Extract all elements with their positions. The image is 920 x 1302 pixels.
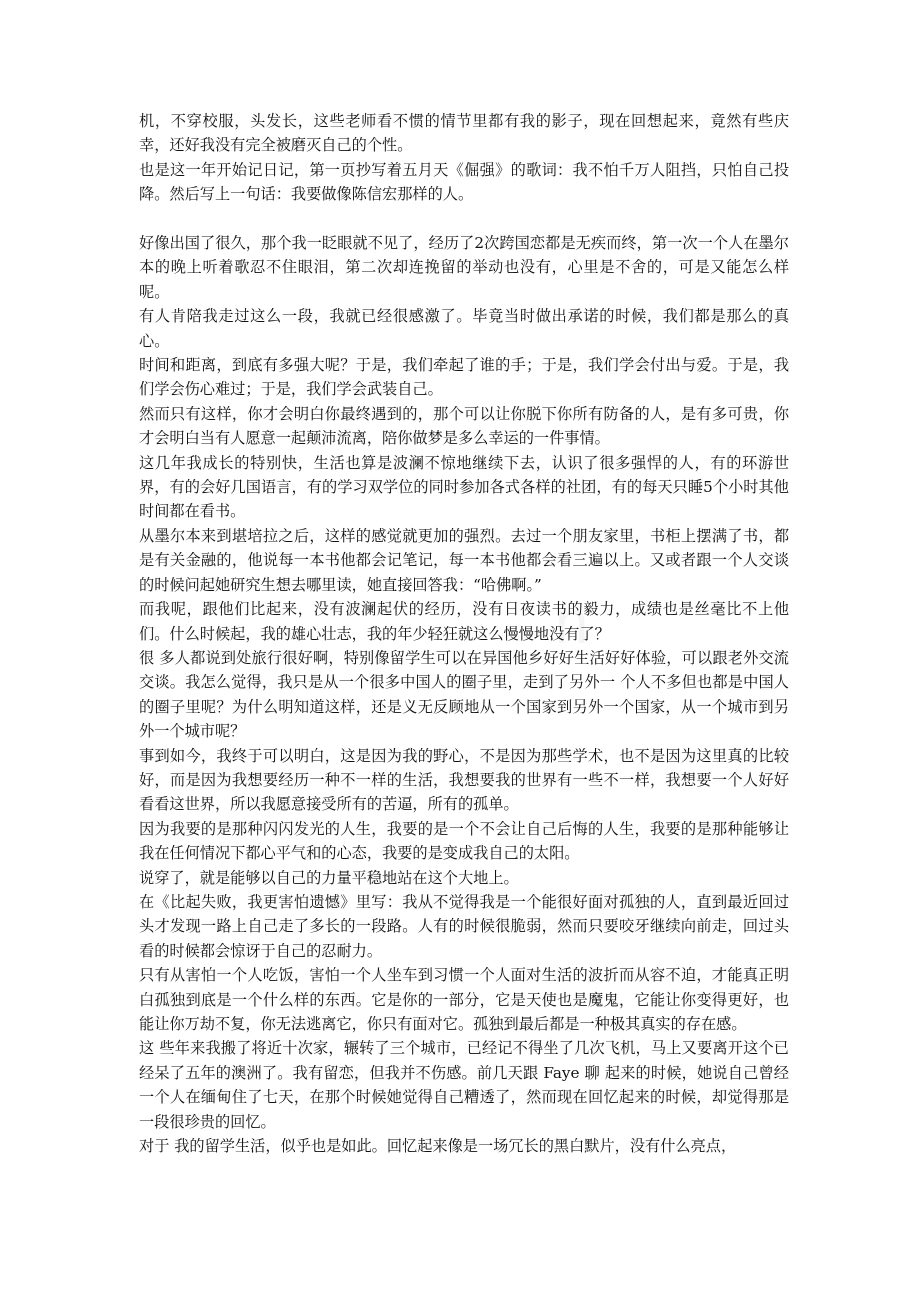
paragraph: 这 些年来我搬了将近十次家，辗转了三个城市，已经记不得坐了几次飞机，马上又要离开这个已经呆了五年的澳洲了。我有留恋，但我并不伤感。前几天跟 Faye 聊 起来的时候，她说自己曾经一个人在缅甸住了七天，在那个时候她觉得自己糟透了，然而现在回忆起来的时候，却觉得那是一段很珍贵的回忆。 xyxy=(139,1039,789,1131)
paragraph: 事到如今，我终于可以明白，这是因为我的野心，不是因为那些学术，也不是因为这里真的比较好，而是因为我想要经历一种不一样的生活，我想要我的世界有一些不一样，我想要一个人好好看看这世界，所以我愿意接受所有的苦逼，所有的孤单。 xyxy=(139,746,789,814)
paragraph: 只有从害怕一个人吃饭，害怕一个人坐车到习惯一个人面对生活的波折而从容不迫，才能真正明白孤独到底是一个什么样的东西。它是你的一部分，它是天使也是魔鬼，它能让你变得更好，也能让你万劫不复，你无法逃离它，你只有面对它。孤独到最后都是一种极其真实的存在感。 xyxy=(139,966,789,1034)
paragraph: 好像出国了很久，那个我一眨眼就不见了，经历了2次跨国恋都是无疾而终，第一次一个人在墨尔本的晚上听着歌忍不住眼泪，第二次却连挽留的举动也没有，心里是不舍的，可是又能怎么样呢。 xyxy=(139,234,789,301)
paragraph: 也是这一年开始记日记，第一页抄写着五月天《倔强》的歌词：我不怕千万人阻挡，只怕自己投降。然后写上一句话：我要做像陈信宏那样的人。 xyxy=(139,160,789,204)
paragraph: 这几年我成长的特别快，生活也算是波澜不惊地继续下去，认识了很多强悍的人，有的环游世界，有的会好几国语言，有的学习双学位的同时参加各式各样的社团，有的每天只睡5个小时其他时间都在看书。 xyxy=(139,453,789,521)
paragraph: 而我呢，跟他们比起来，没有波澜起伏的经历，没有日夜读书的毅力，成绩也是丝毫比不上他们。什么时候起，我的雄心壮志，我的年少轻狂就这么慢慢地没有了？ xyxy=(139,600,789,643)
paragraph-spacer xyxy=(139,207,789,231)
document-body xyxy=(139,109,789,1158)
paragraph: 在《比起失败，我更害怕遗憾》里写：我从不觉得我是一个能很好面对孤独的人，直到最近回过头才发现一路上自己走了多长的一段路。人有的时候很脆弱，然而只要咬牙继续向前走，回过头看的时候都会惊讶于自己的忍耐力。 xyxy=(139,892,789,960)
paragraph: 因为我要的是那种闪闪发光的人生，我要的是一个不会让自己后悔的人生，我要的是那种能够让我在任何情况下都心平气和的心态，我要的是变成我自己的太阳。 xyxy=(139,819,789,863)
paragraph: 很 多人都说到处旅行很好啊，特别像留学生可以在异国他乡好好生活好好体验，可以跟老外交流交谈。我怎么觉得，我只是从一个很多中国人的圈子里，走到了另外一 个人不多但也都是中国人的圈子里呢？为什么明知道这样，还是义无反顾地从一个国家到另外一个国家，从一个城市到另外一个城市呢？ xyxy=(139,648,789,741)
paragraph: 时间和距离，到底有多强大呢？于是，我们牵起了谁的手；于是，我们学会付出与爱。于是，我们学会伤心难过；于是，我们学会武装自己。 xyxy=(139,356,789,399)
paragraph: 说穿了，就是能够以自己的力量平稳地站在这个大地上。 xyxy=(139,868,519,887)
paragraph: 从墨尔本来到堪培拉之后，这样的感觉就更加的强烈。去过一个朋友家里，书柜上摆满了书，都是有关金融的，他说每一本书他都会记笔记，每一本书他都会看三遍以上。又或者跟一个人交谈的时候问起她研究生想去哪里读，她直接回答我：“哈佛啊。” xyxy=(139,526,789,594)
paragraph: 对于 我的留学生活，似乎也是如此。回忆起来像是一场冗长的黑白默片，没有什么亮点， xyxy=(139,1137,737,1156)
paragraph: 然而只有这样，你才会明白你最终遇到的，那个可以让你脱下你所有防备的人，是有多可贵，你才会明白当有人愿意一起颠沛流离，陪你做梦是多么幸运的一件事情。 xyxy=(139,404,789,448)
paragraph: 有人肯陪我走过这么一段，我就已经很感激了。毕竟当时做出承诺的时候，我们都是那么的真心。 xyxy=(139,307,789,350)
paragraph: 机，不穿校服，头发长，这些老师看不惯的情节里都有我的影子，现在回想起来，竟然有些庆幸，还好我没有完全被磨灭自己的个性。 xyxy=(139,112,789,155)
